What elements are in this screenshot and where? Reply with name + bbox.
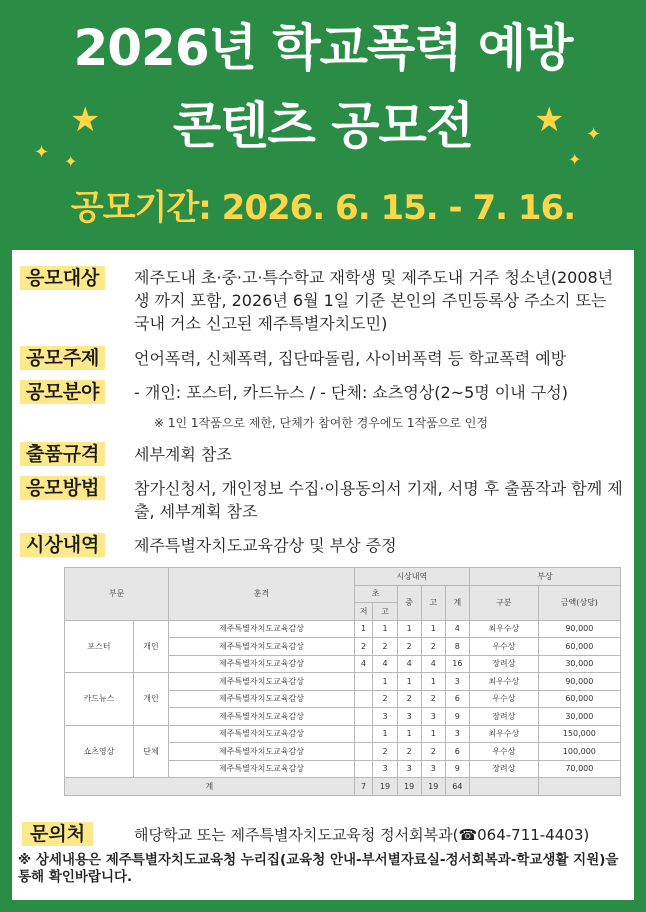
- label-contact: 문의처: [22, 822, 93, 846]
- cell-amount: 70,000: [538, 760, 620, 778]
- cell-hs: 3: [421, 708, 445, 726]
- cell-grade: 최우수상: [469, 620, 538, 638]
- cell-high: 1: [373, 725, 397, 743]
- cell-sum: 9: [445, 708, 469, 726]
- footnote: ※ 상세내용은 제주특별자치도교육청 누리집(교육청 안내-부서별자료실-정서회복과-학교생활 지원)을 통해 확인바랍니다.: [18, 852, 619, 885]
- cell-sum: 3: [445, 673, 469, 691]
- header-elem-low: 저: [354, 603, 373, 621]
- cell-amount: 90,000: [538, 673, 620, 691]
- cell-title: 제주특별자치도교육감상: [169, 708, 354, 726]
- sparkle-icon: ✦: [64, 152, 78, 171]
- cell-sum: 4: [445, 620, 469, 638]
- cell-mid: 2: [397, 638, 421, 656]
- cell-category: 카드뉴스: [65, 673, 134, 726]
- text-field: - 개인: 포스터, 카드뉴스 / - 단체: 쇼츠영상(2~5명 이내 구성): [134, 383, 568, 402]
- star-icon: ★: [534, 100, 565, 140]
- cell-mid: 1: [397, 673, 421, 691]
- cell-high: 2: [373, 743, 397, 761]
- text-contact: 해당학교 또는 제주특별자치도교육청 정서회복과(☎064-711-4403): [134, 826, 590, 844]
- text-theme: 언어폭력, 신체폭력, 집단따돌림, 사이버폭력 등 학교폭력 예방: [134, 349, 567, 368]
- cell-hs: 2: [421, 638, 445, 656]
- cell-grade: 우수상: [469, 743, 538, 761]
- cell-high: 3: [373, 708, 397, 726]
- cell-amount: 150,000: [538, 725, 620, 743]
- header-category: 부문: [65, 568, 169, 621]
- cell-title: 제주특별자치도교육감상: [169, 725, 354, 743]
- cell-title: 제주특별자치도교육감상: [169, 743, 354, 761]
- total-empty-grade: [469, 778, 538, 796]
- header-sum: 계: [445, 585, 469, 620]
- cell-title: 제주특별자치도교육감상: [169, 673, 354, 691]
- field-note: ※ 1인 1작품으로 제한, 단체가 참여한 경우에도 1작품으로 인정: [154, 416, 488, 430]
- cell-grade: 우수상: [469, 690, 538, 708]
- cell-low: [354, 725, 373, 743]
- total-row: [65, 778, 621, 796]
- cell-mid: 4: [397, 655, 421, 673]
- cell-high: 1: [373, 620, 397, 638]
- prize-table: [64, 567, 621, 796]
- cell-type: 개인: [133, 620, 168, 673]
- cell-hs: 3: [421, 760, 445, 778]
- cell-title: 제주특별자치도교육감상: [169, 620, 354, 638]
- cell-low: [354, 708, 373, 726]
- cell-title: 제주특별자치도교육감상: [169, 760, 354, 778]
- total-mid: 19: [397, 778, 421, 796]
- cell-grade: 장려상: [469, 655, 538, 673]
- info-panel: [12, 250, 634, 900]
- label-theme: 공모주제: [20, 346, 105, 370]
- cell-hs: 2: [421, 690, 445, 708]
- cell-high: 2: [373, 690, 397, 708]
- cell-mid: 3: [397, 760, 421, 778]
- label-award: 시상내역: [20, 533, 105, 557]
- cell-grade: 최우수상: [469, 673, 538, 691]
- total-label: 계: [65, 778, 355, 796]
- cell-amount: 60,000: [538, 638, 620, 656]
- cell-low: 2: [354, 638, 373, 656]
- cell-mid: 2: [397, 690, 421, 708]
- cell-sum: 3: [445, 725, 469, 743]
- label-field: 공모분야: [20, 380, 105, 404]
- cell-amount: 60,000: [538, 690, 620, 708]
- total-sum: 64: [445, 778, 469, 796]
- cell-type: 개인: [133, 673, 168, 726]
- sparkle-icon: ✦: [568, 150, 582, 169]
- cell-mid: 1: [397, 620, 421, 638]
- cell-mid: 2: [397, 743, 421, 761]
- cell-low: [354, 760, 373, 778]
- text-award: 제주특별자치도교육감상 및 부상 증정: [134, 536, 397, 555]
- header-elem-high: 고: [373, 603, 397, 621]
- cell-sum: 6: [445, 690, 469, 708]
- cell-amount: 30,000: [538, 708, 620, 726]
- cell-title: 제주특별자치도교육감상: [169, 655, 354, 673]
- label-target: 응모대상: [20, 266, 105, 290]
- header-prize: 부상: [469, 568, 620, 586]
- cell-low: [354, 743, 373, 761]
- cell-low: [354, 673, 373, 691]
- total-empty-amount: [538, 778, 620, 796]
- header-high: 고: [421, 585, 445, 620]
- cell-sum: 6: [445, 743, 469, 761]
- cell-amount: 100,000: [538, 743, 620, 761]
- cell-hs: 1: [421, 725, 445, 743]
- total-hs: 19: [421, 778, 445, 796]
- cell-amount: 30,000: [538, 655, 620, 673]
- header-middle: 중: [397, 585, 421, 620]
- cell-low: 1: [354, 620, 373, 638]
- cell-low: 4: [354, 655, 373, 673]
- cell-hs: 1: [421, 620, 445, 638]
- sparkle-icon: ✦: [34, 142, 50, 163]
- header-awards: 시상내역: [354, 568, 469, 586]
- cell-sum: 8: [445, 638, 469, 656]
- table-row: [65, 620, 621, 638]
- cell-sum: 16: [445, 655, 469, 673]
- cell-low: [354, 690, 373, 708]
- cell-grade: 장려상: [469, 760, 538, 778]
- cell-category: 쇼츠영상: [65, 725, 134, 778]
- text-target: 제주도내 초·중·고·특수학교 재학생 및 제주도내 거주 청소년(2008년생 까지 포함, 2026년 6월 1일 기준 본인의 주민등록상 주소지 또는 국내 거소 신고된 제주특별자치도민): [134, 268, 614, 333]
- cell-mid: 3: [397, 708, 421, 726]
- cell-type: 단체: [133, 725, 168, 778]
- cell-category: 포스터: [65, 620, 134, 673]
- cell-high: 1: [373, 673, 397, 691]
- header-grade: 구분: [469, 585, 538, 620]
- poster-title-line2: 콘텐츠 공모전: [172, 97, 474, 155]
- header-elementary: 초: [354, 585, 397, 603]
- text-spec: 세부계획 참조: [134, 445, 232, 464]
- table-row: [65, 673, 621, 691]
- cell-title: 제주특별자치도교육감상: [169, 690, 354, 708]
- total-high: 19: [373, 778, 397, 796]
- contest-period: 공모기간: 2026. 6. 15. - 7. 16.: [70, 188, 576, 228]
- cell-grade: 최우수상: [469, 725, 538, 743]
- cell-high: 4: [373, 655, 397, 673]
- poster-title-line1: 2026년 학교폭력 예방: [73, 19, 573, 77]
- text-method: 참가신청서, 개인정보 수집·이용동의서 기재, 서명 후 출품작과 함께 제출, 세부계획 참조: [134, 479, 623, 521]
- table-row: [65, 725, 621, 743]
- cell-hs: 1: [421, 673, 445, 691]
- cell-high: 2: [373, 638, 397, 656]
- cell-title: 제주특별자치도교육감상: [169, 638, 354, 656]
- cell-grade: 장려상: [469, 708, 538, 726]
- header-amount: 금액(상당): [538, 585, 620, 620]
- cell-amount: 90,000: [538, 620, 620, 638]
- cell-hs: 4: [421, 655, 445, 673]
- cell-high: 3: [373, 760, 397, 778]
- label-spec: 출품규격: [20, 442, 105, 466]
- star-icon: ★: [70, 100, 101, 140]
- cell-hs: 2: [421, 743, 445, 761]
- cell-grade: 우수상: [469, 638, 538, 656]
- sparkle-icon: ✦: [586, 124, 602, 145]
- cell-sum: 9: [445, 760, 469, 778]
- total-low: 7: [354, 778, 373, 796]
- cell-mid: 1: [397, 725, 421, 743]
- label-method: 응모방법: [20, 476, 105, 500]
- header-title: 훈격: [169, 568, 354, 621]
